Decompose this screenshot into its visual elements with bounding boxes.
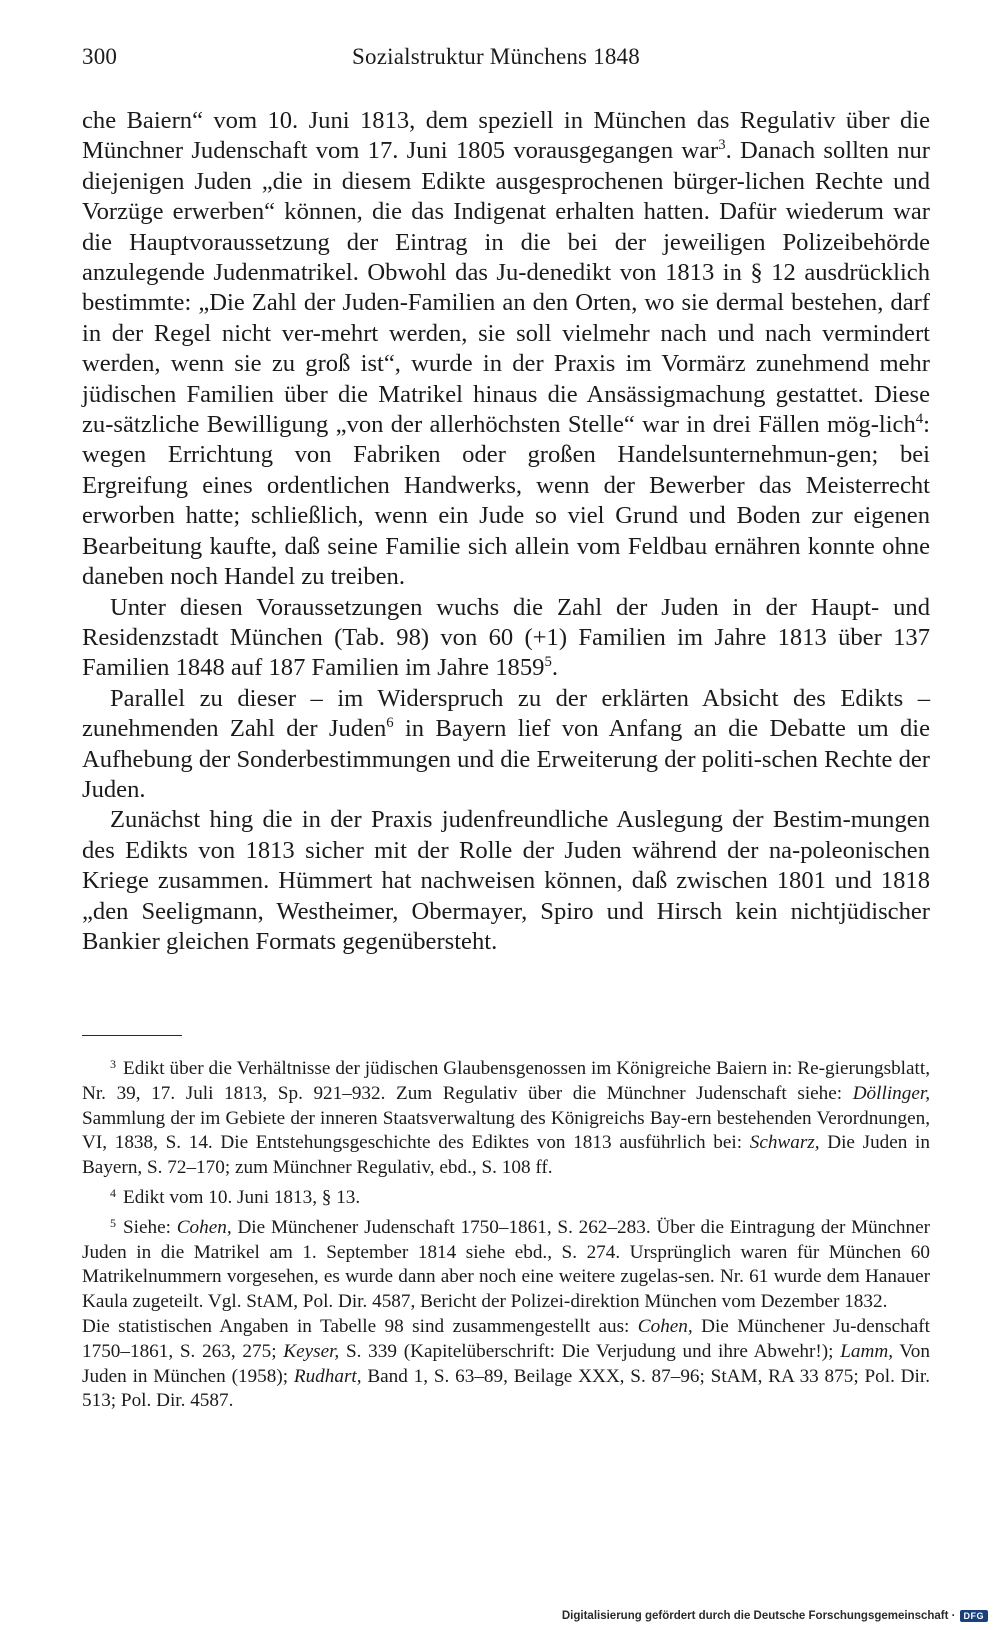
footnote-5-text-a: Siehe:	[123, 1216, 177, 1238]
footnote-cont-text-c: S. 339 (Kapitelüberschrift: Die Verjudung und ihre Abwehr!);	[339, 1340, 841, 1362]
footnote-3-text-b: Sammlung der im Gebiete der inneren Staatsverwaltung des Königreichs Bay-ern bestehenden Verordnungen, VI, 1838, S. 14. Die Entstehungsgeschichte des Ediktes von 1813 ausführlich bei:	[82, 1107, 930, 1154]
footnote-5-author-cohen: Cohen,	[176, 1216, 232, 1238]
footnote-ref-5[interactable]: 5	[544, 654, 552, 671]
footnote-ref-3[interactable]: 3	[718, 137, 726, 154]
footnote-3-marker: 3	[110, 1057, 116, 1071]
footnote-5-continuation	[82, 1315, 930, 1414]
paragraph-2	[82, 593, 930, 684]
paragraph-1-text-b: . Danach sollten nur diejenigen Juden „die in diesem Edikte ausgesprochenen bürger-lichen Rechte und Vorzüge erwerben“ können, die das Indigenat erhalten hatten. Dafür wiederum war die Hauptvoraussetzung der Eintrag in die bei der jeweiligen Polizeibehörde anzulegende Judenmatrikel. Obwohl das Ju-denedikt von 1813 in § 12 ausdrücklich bestimmte: „Die Zahl der Juden-Familien an den Orten, wo sie dermal bestehen, darf in der Regel nicht ver-mehrt werden, sie soll vielmehr nach und nach vermindert werden, wenn sie zu groß ist“, wurde in der Praxis im Vormärz zunehmend mehr jüdischen Familien über die Matrikel hinaus die Ansässigmachung gestattet. Diese zu-sätzliche Bewilligung „von der allerhöchsten Stelle“ war in drei Fällen mög-lich	[82, 137, 930, 439]
paragraph-4: Zunächst hing die in der Praxis judenfreundliche Auslegung der Bestim-mungen des Edikts von 1813 sicher mit der Rolle der Juden während der na-poleonischen Kriege zusammen. Hümmert hat nachweisen können, daß zwischen 1801 und 1818 „den Seeligmann, Westheimer, Obermayer, Spiro und Hirsch kein nichtjüdischer Bankier gleichen Formats gegenübersteht.	[82, 806, 930, 955]
footnote-cont-text-a: Die statistischen Angaben in Tabelle 98 sind zusammengestellt aus:	[82, 1315, 638, 1337]
footnote-ref-4[interactable]: 4	[915, 411, 924, 428]
running-head: Sozialstruktur Münchens 1848	[352, 44, 640, 69]
footnote-cont-author-keyser: Keyser,	[283, 1340, 340, 1362]
footnote-3-author-dollinger: Döllinger,	[852, 1082, 930, 1104]
paragraph-2-text-a: Unter diesen Voraussetzungen wuchs die Zahl der Juden in der Haupt- und Residenzstadt München (Tab. 98) von 60 (+1) Familien im Jahre 1813 über 137 Familien 1848 auf 187 Familien im Jahre 1859	[82, 593, 930, 682]
paragraph-1-text-a: che Baiern“ vom 10. Juni 1813, dem speziell in München das Regulativ über die Münchner Judenschaft vom 17. Juni 1805 vorausgegangen war	[82, 107, 930, 165]
footnote-3-text-c: Die Juden in Bayern, S. 72–170; zum Münchner Regulativ, ebd., S. 108 ff.	[82, 1132, 930, 1179]
footnote-4-text: Edikt vom 10. Juni 1813, § 13.	[123, 1186, 361, 1208]
footnote-cont-author-lamm: Lamm,	[840, 1340, 894, 1362]
paragraph-3-text-b: in Bayern lief von Anfang an die Debatte um die Aufhebung der Sonderbestimmungen und die Erweiterung der politi-schen Rechte der Juden.	[82, 715, 930, 803]
footnote-divider	[82, 1035, 182, 1036]
paragraph-1-text-c: : wegen Errichtung von Fabriken oder großen Handelsunternehmun-gen; bei Ergreifung eines ordentlichen Handwerks, wenn der Bewerber das Meisterrecht erworben hatte; schließlich, wenn ein Jude so viel Grund und Boden zur eigenen Bearbeitung kaufte, daß seine Familie sich allein vom Feldbau ernähren konnte ohne daneben noch Handel zu treiben.	[82, 411, 930, 591]
footnote-3	[82, 1052, 930, 1181]
paragraph-3-text-a: Parallel zu dieser – im Widerspruch zu der erklärten Absicht des Edikts – zunehmenden Zahl der Juden	[82, 684, 930, 743]
footnote-cont-text-e: Band 1, S. 63–89, Beilage XXX, S. 87–96; StAM, RA 33 875; Pol. Dir. 513; Pol. Dir. 4587.	[82, 1365, 930, 1412]
footnote-cont-text-d: Von Juden in München (1958);	[82, 1340, 930, 1387]
paragraph-1	[82, 106, 930, 593]
footnotes	[82, 1052, 930, 1414]
footnote-5	[82, 1211, 930, 1315]
footnote-4	[82, 1181, 930, 1211]
page-header	[82, 44, 930, 78]
footnote-3-text-a: Edikt über die Verhältnisse der jüdischen Glaubensgenossen im Königreiche Baiern in: Re-gierungsblatt, Nr. 39, 17. Juli 1813, Sp. 921–932. Zum Regulativ über die Münchner Judenschaft siehe:	[82, 1058, 930, 1104]
footnote-ref-6[interactable]: 6	[386, 715, 394, 732]
paragraph-3	[82, 684, 930, 806]
footnote-3-author-schwarz: Schwarz,	[749, 1132, 820, 1154]
digitization-footer	[562, 1610, 988, 1622]
page-number: 300	[82, 44, 118, 69]
paragraph-2-text-b: .	[551, 654, 558, 682]
dfg-logo-icon: DFG	[960, 1610, 989, 1622]
main-text	[82, 106, 930, 957]
footnote-4-marker: 4	[110, 1185, 116, 1200]
footnote-cont-author-cohen: Cohen,	[637, 1315, 693, 1337]
digitization-credit: Digitalisierung gefördert durch die Deutsche Forschungsgemeinschaft ·	[561, 1610, 956, 1622]
footnote-cont-text-b: Die Münchener Ju-denschaft 1750–1861, S. 263, 275;	[82, 1315, 931, 1362]
footnote-cont-author-rudhart: Rudhart,	[293, 1365, 362, 1387]
footnote-5-text-b: Die Münchener Judenschaft 1750–1861, S. 262–283. Über die Eintragung der Münchner Juden in die Matrikel am 1. September 1814 siehe ebd., S. 274. Ursprünglich waren für München 60 Matrikelnummern vorgesehen, es wurde dann aber noch eine weitere zugelas-sen. Nr. 61 wurde dem Hanauer Kaula zugeteilt. Vgl. StAM, Pol. Dir. 4587, Bericht der Polizei-direktion München vom Dezember 1832.	[82, 1216, 930, 1313]
footnote-5-marker: 5	[110, 1215, 116, 1230]
